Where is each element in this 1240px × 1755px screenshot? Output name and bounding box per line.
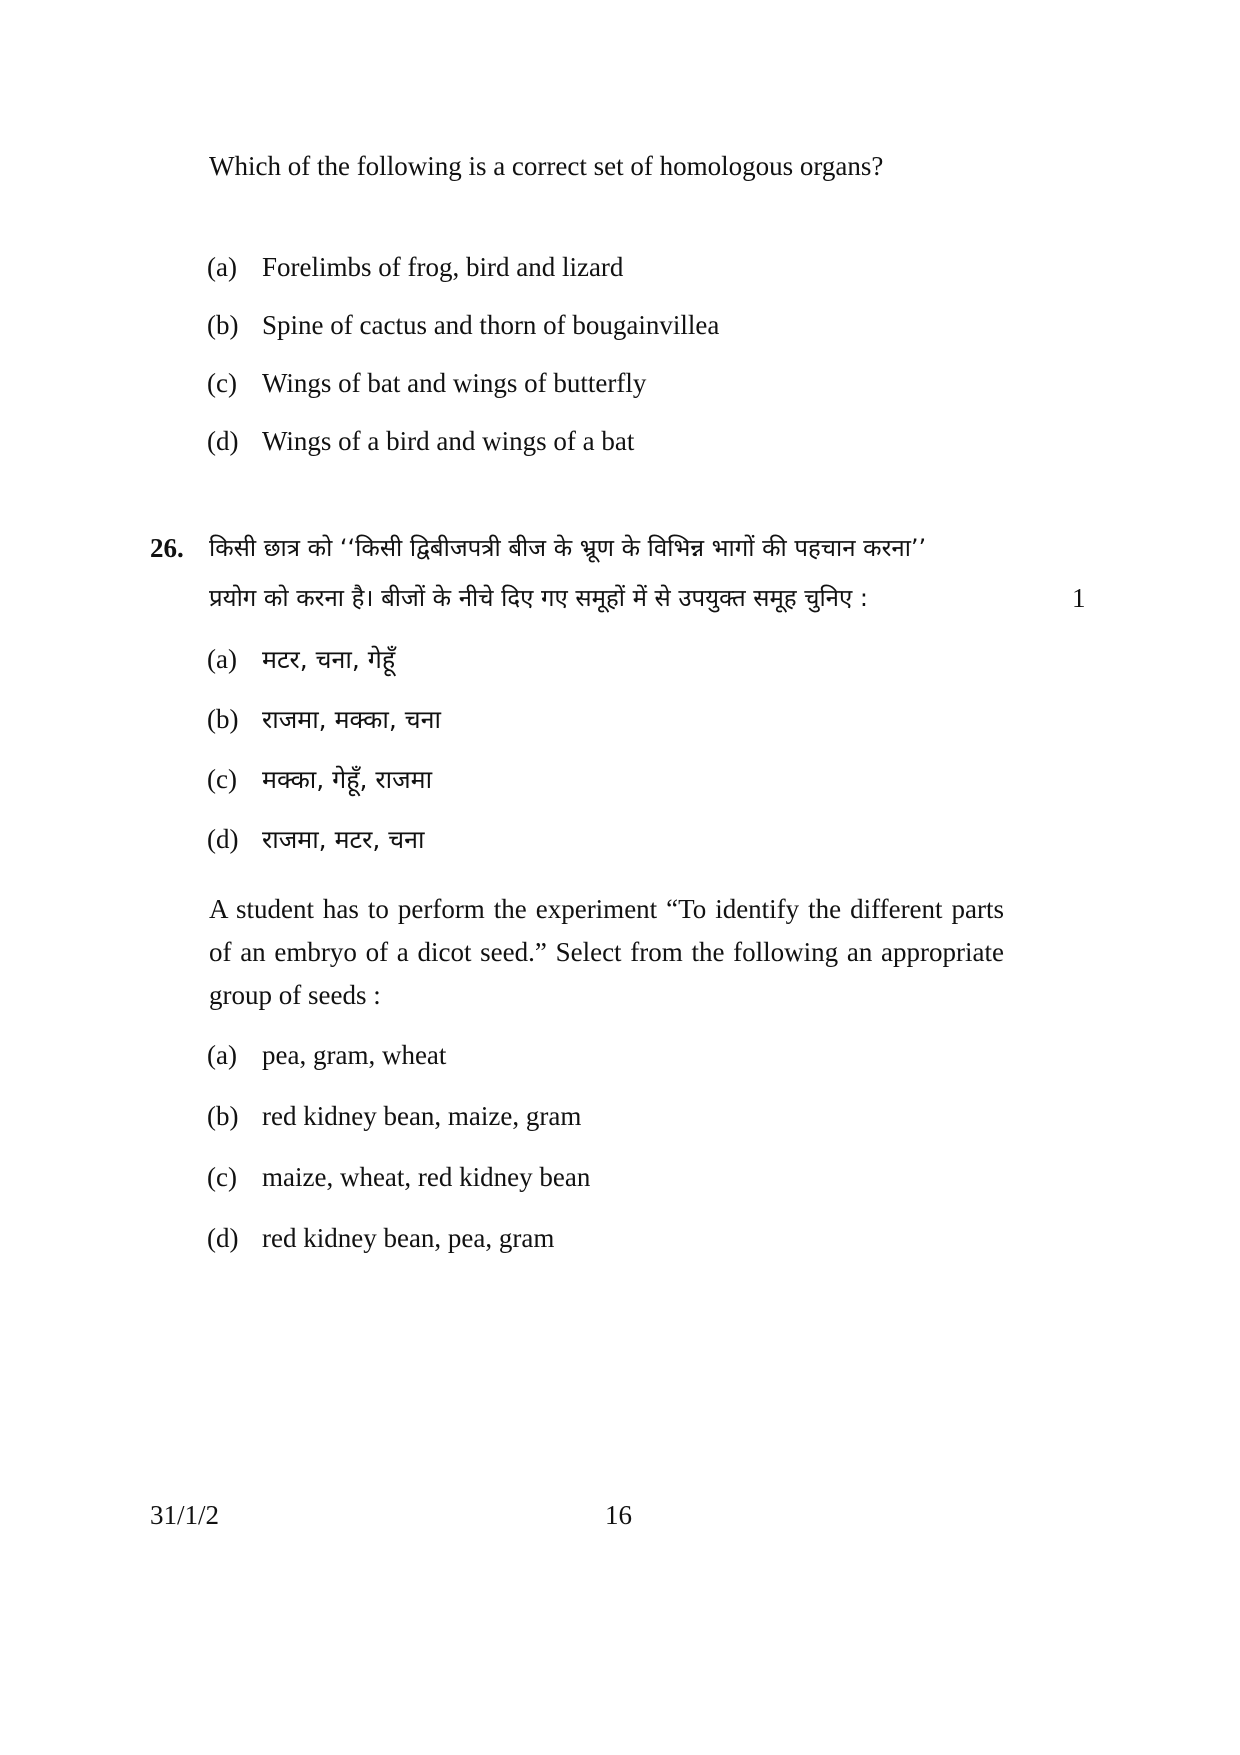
q26-english-option-d — [207, 1223, 554, 1254]
q25-option-b — [207, 310, 719, 341]
option-label: (b) — [207, 1101, 239, 1131]
q26-english-option-b — [207, 1101, 581, 1132]
option-text: Wings of a bird and wings of a bat — [262, 426, 635, 456]
option-label: (d) — [207, 1223, 239, 1253]
option-label: (a) — [207, 644, 237, 674]
option-text: मटर, चना, गेहूँ — [262, 645, 396, 674]
option-text: Wings of bat and wings of butterfly — [262, 368, 647, 398]
option-label: (c) — [207, 764, 237, 794]
question-number: 26. — [150, 533, 184, 563]
option-text: pea, gram, wheat — [262, 1040, 447, 1070]
option-label: (a) — [207, 252, 237, 282]
option-text: Forelimbs of frog, bird and lizard — [262, 252, 624, 282]
option-text: राजमा, मटर, चना — [262, 825, 425, 854]
q26-english-option-a — [207, 1040, 446, 1071]
q26-english-stem: A student has to perform the experiment “To identify the different parts of an embryo of a dicot seed.” Select from the following an appropriate group of seeds : — [209, 894, 1004, 1010]
question-marks: 1 — [1072, 583, 1086, 613]
option-label: (b) — [207, 704, 239, 734]
option-label: (c) — [207, 368, 237, 398]
option-text: maize, wheat, red kidney bean — [262, 1162, 591, 1192]
option-text: मक्का, गेहूँ, राजमा — [262, 765, 433, 794]
option-label: (d) — [207, 824, 239, 854]
q25-option-c — [207, 368, 646, 399]
option-label: (c) — [207, 1162, 237, 1192]
option-text: red kidney bean, pea, gram — [262, 1223, 555, 1253]
option-label: (d) — [207, 426, 239, 456]
option-label: (a) — [207, 1040, 237, 1070]
q25-english-stem: Which of the following is a correct set of homologous organs? — [209, 151, 884, 181]
option-text: Spine of cactus and thorn of bougainvillea — [262, 310, 720, 340]
option-text: राजमा, मक्का, चना — [262, 705, 441, 734]
page-number: 16 — [605, 1500, 632, 1530]
q26-hindi-option-d — [207, 822, 424, 856]
q26-hindi-stem-line2: प्रयोग को करना है। बीजों के नीचे दिए गए समूहों में से उपयुक्त समूह चुनिए : — [209, 584, 868, 612]
q26-hindi-stem-line1: किसी छात्र को ‘‘किसी द्विबीजपत्री बीज के भ्रूण के विभिन्न भागों की पहचान करना’’ — [209, 534, 927, 562]
option-label: (b) — [207, 310, 239, 340]
q26-hindi-option-b — [207, 702, 441, 736]
q26-english-option-c — [207, 1162, 590, 1193]
q25-option-a — [207, 252, 623, 283]
q26-hindi-option-c — [207, 762, 432, 796]
paper-code: 31/1/2 — [150, 1500, 220, 1530]
option-text: red kidney bean, maize, gram — [262, 1101, 582, 1131]
q26-hindi-option-a — [207, 642, 395, 676]
q25-option-d — [207, 426, 634, 457]
